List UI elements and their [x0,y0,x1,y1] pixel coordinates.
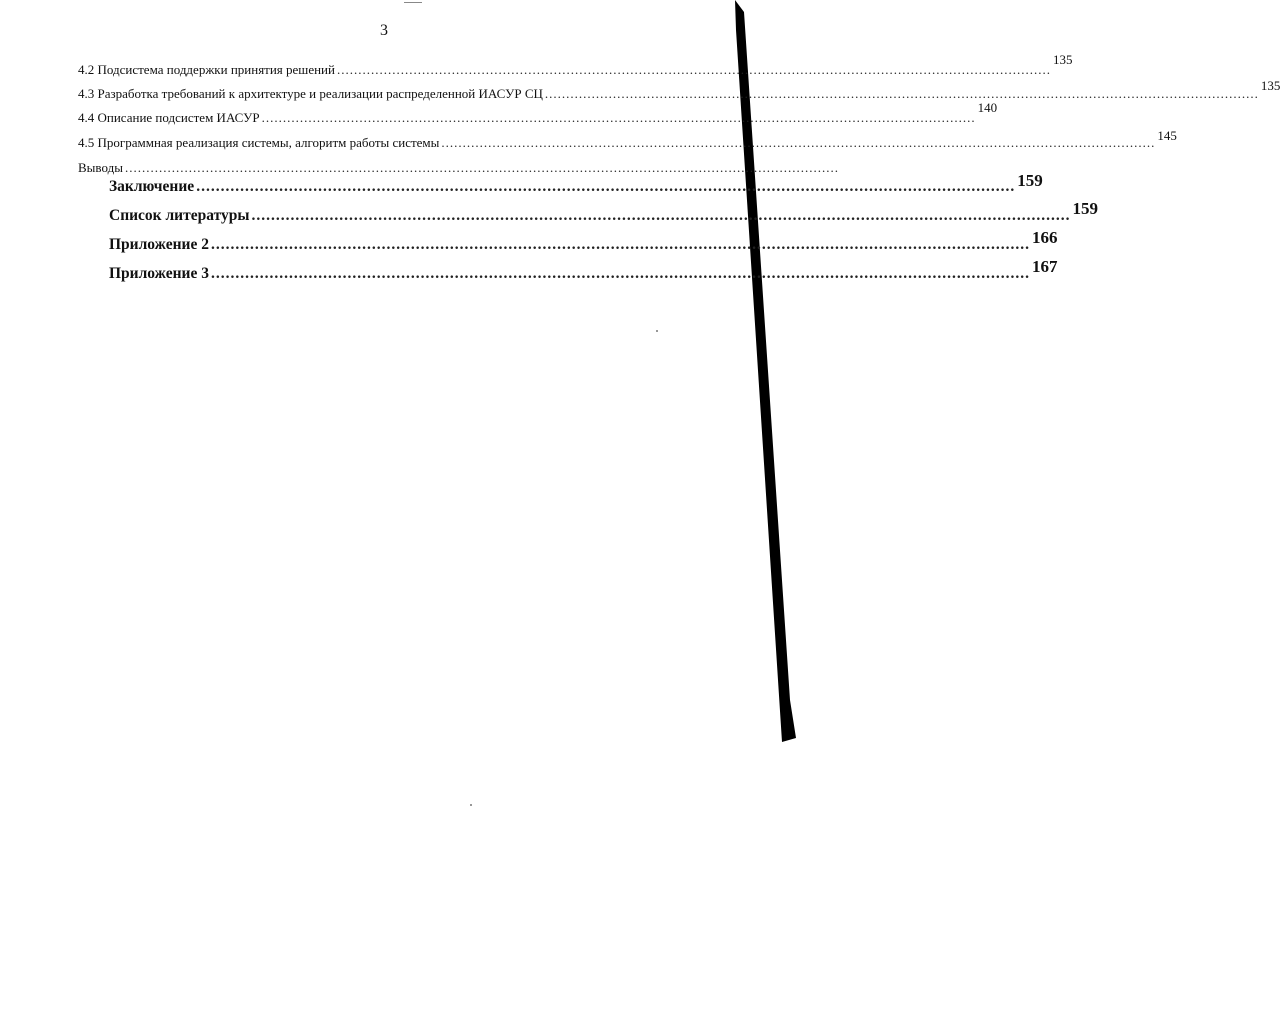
toc-entry-page: 167 [1031,257,1058,276]
toc-entry-label: 4.2 Подсистема поддержки принятия решений [78,62,335,77]
toc-entry-appendix-3 [109,257,1058,283]
toc-entry-page: 159 [1017,171,1043,190]
toc-entry-page: 135 [1052,52,1073,67]
dot-leader: ........................................................................................................................................................................ [210,265,1030,282]
scan-speck [470,804,472,806]
toc-entry-4-3 [78,78,1280,102]
dot-leader: ........................................................................................................................................................................ [196,178,1016,195]
toc-entry-4-4 [78,100,998,126]
toc-entry-page: 135 [1260,78,1280,93]
toc-entry-appendix-2 [109,228,1058,254]
page-number: 3 [380,22,388,39]
toc-entry-conclusions [78,160,839,176]
toc-entry-label: 4.3 Разработка требований к архитектуре и реализации распределенной ИАСУР СЦ [78,86,543,101]
toc-entry-label: Выводы [78,160,123,175]
scan-speck [656,330,658,332]
dot-leader: ........................................................................................................................................................................ [336,62,1051,77]
toc-entry-label: 4.5 Программная реализация системы, алгоритм работы системы [78,135,440,150]
toc-entry-page: 140 [977,100,998,115]
dot-leader: ........................................................................................................................................................................ [441,135,1156,150]
toc-entry-references [109,199,1098,225]
toc-entry-4-2 [78,52,1073,78]
toc-entry-label: Список литературы [109,207,250,224]
top-scan-mark [404,2,422,3]
dot-leader: ........................................................................................................................................................................ [124,160,839,175]
dot-leader: ........................................................................................................................................................................ [544,86,1259,101]
toc-entry-label: Заключение [109,178,195,195]
toc-entry-label: 4.4 Описание подсистем ИАСУР [78,110,260,125]
dot-leader: ........................................................................................................................................................................ [251,207,1071,224]
dot-leader: ........................................................................................................................................................................ [261,110,976,125]
toc-entry-label: Приложение 2 [109,236,209,253]
toc-entry-conclusion [109,171,1043,196]
toc-entry-page: 166 [1031,228,1058,247]
toc-entry-page: 145 [1157,128,1177,143]
toc-entry-4-5 [78,128,1177,151]
dot-leader: ........................................................................................................................................................................ [210,236,1030,253]
toc-entry-page: 159 [1072,199,1098,218]
toc-entry-label: Приложение 3 [109,265,209,282]
